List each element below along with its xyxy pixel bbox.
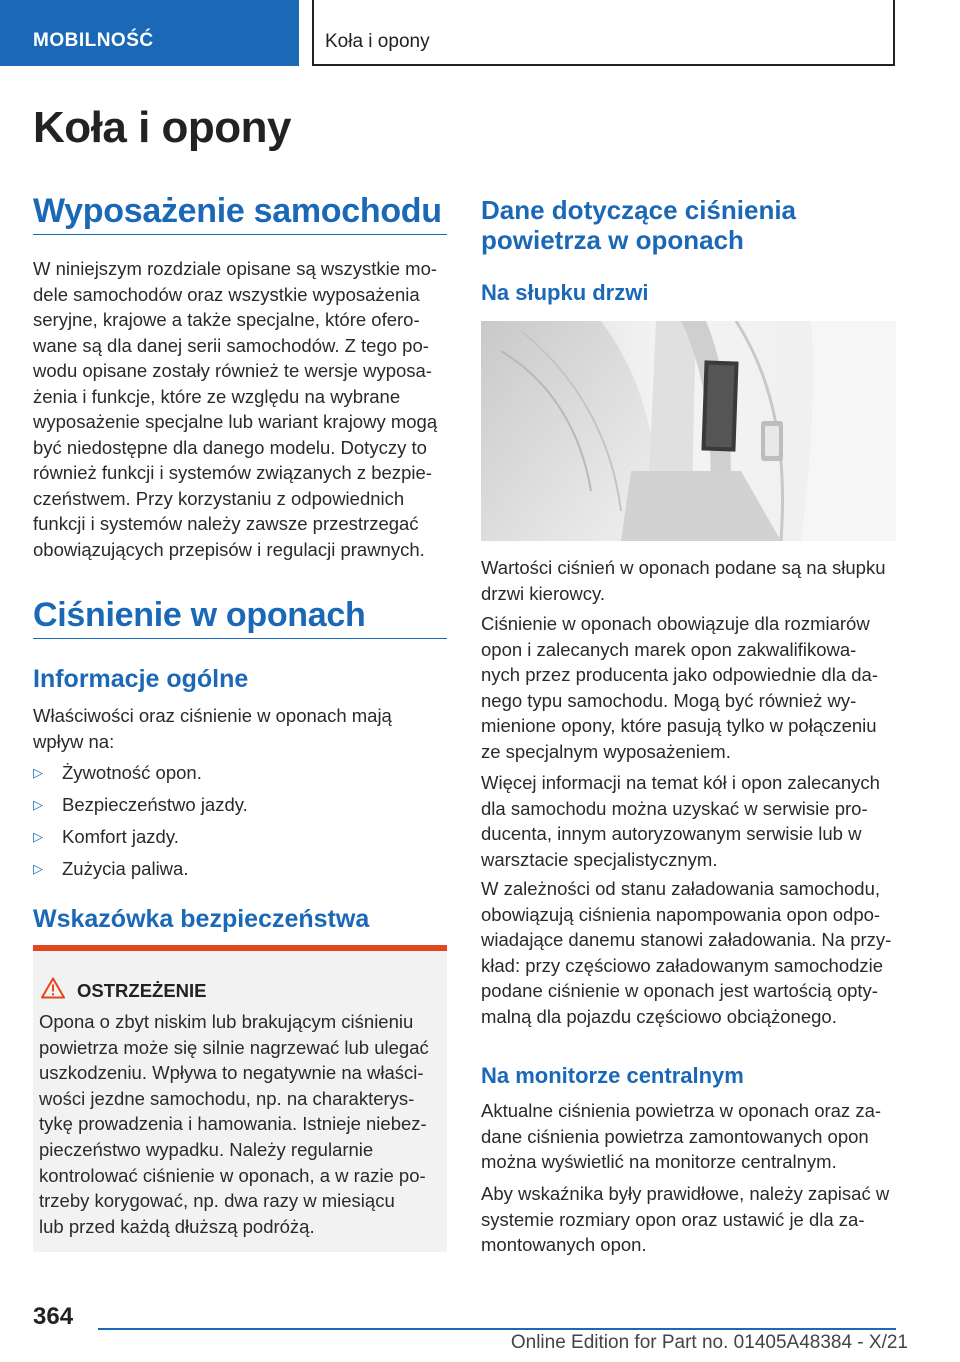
text-line: obowiązujących przepisów i regulacji prawnych. bbox=[33, 538, 425, 560]
list-item bbox=[33, 757, 248, 789]
text-line: obowiązują ciśnienia napompowania opon odpo‐ bbox=[481, 903, 881, 925]
heading-line: Dane dotyczące ciśnienia bbox=[481, 195, 797, 225]
text-line: żenia i funkcje, które ze względu na wybrane bbox=[33, 385, 401, 407]
warning-triangle-icon bbox=[41, 977, 65, 999]
heading-line: powietrza w oponach bbox=[481, 225, 744, 255]
list-item-text: Zużycia paliwa. bbox=[62, 858, 189, 879]
text-line: można wyświetlić na monitorze centralnym. bbox=[481, 1151, 837, 1172]
paragraph-equipment bbox=[33, 256, 453, 562]
text-line: W zależności od stanu załadowania samochodu, bbox=[481, 878, 881, 899]
heading-tire-pressure: Ciśnienie w oponach bbox=[33, 596, 366, 634]
text-line: systemie rozmiary opon oraz ustawić je dla za‐ bbox=[481, 1208, 865, 1230]
warning-title: OSTRZEŻENIE bbox=[77, 980, 207, 1001]
text-line: kład: przy częściowo załadowanym samochodzie bbox=[481, 954, 884, 976]
text-line: ze specjalnym wyposażeniem. bbox=[481, 740, 731, 762]
footer-rule bbox=[98, 1328, 896, 1330]
text-line: również funkcji i systemów związanych z bezpie‐ bbox=[33, 462, 432, 483]
header-divider-left bbox=[312, 0, 314, 66]
text-line: nego typu samochodu. Mogą być również wy‐ bbox=[481, 689, 857, 711]
heading-general-info: Informacje ogólne bbox=[33, 665, 249, 693]
text-line: funkcji i systemów należy zawsze przestrzegać bbox=[33, 513, 419, 534]
text-line: drzwi kierowcy. bbox=[481, 582, 606, 604]
header-divider-right bbox=[893, 0, 895, 66]
paragraph-monitor bbox=[481, 1098, 901, 1175]
paragraph-pillar-values bbox=[481, 555, 901, 606]
text-line: uszkodzeniu. Wpływa to negatywnie na właści‐ bbox=[39, 1062, 424, 1084]
door-pillar-photo bbox=[481, 321, 896, 541]
text-line: montowanych opon. bbox=[481, 1234, 647, 1255]
heading-pressure-data bbox=[481, 195, 901, 255]
heading-tire-pressure-rule bbox=[33, 638, 447, 639]
triangle-right-outline-icon: ▷ bbox=[33, 861, 43, 876]
warning-text bbox=[39, 1009, 444, 1239]
warning-box bbox=[33, 945, 447, 1252]
text-line: mienione opony, które pasują tylko w połączeniu bbox=[481, 715, 877, 736]
list-item bbox=[33, 853, 248, 885]
text-line: dele samochodów oraz wszystkie wyposażenia bbox=[33, 283, 420, 305]
door-pillar-illustration bbox=[481, 321, 896, 541]
text-line: pieczeństwo wypadku. Należy regularnie bbox=[39, 1138, 374, 1160]
text-line: trzeby korygować, np. dwa razy w miesiącu bbox=[39, 1190, 395, 1212]
paragraph-more-info bbox=[481, 770, 901, 872]
text-line: dla samochodu można uzyskać w serwisie pro‐ bbox=[481, 797, 868, 819]
text-line: powietrza może się silnie nagrzewać lub ulegać bbox=[39, 1036, 429, 1058]
page-number: 364 bbox=[33, 1303, 74, 1330]
text-line: tykę prowadzenia i hamowania. Istnieje niebez‐ bbox=[39, 1113, 427, 1135]
text-line: W niniejszym rozdziale opisane są wszystkie mo‐ bbox=[33, 258, 438, 279]
text-line: opon i zalecanych marek opon zakwalifikowa‐ bbox=[481, 638, 857, 660]
text-line: Więcej informacji na temat kół i opon zalecanych bbox=[481, 772, 880, 793]
heading-equipment-rule bbox=[33, 234, 447, 235]
text-line: kontrolować ciśnienie w oponach, a w razie po‐ bbox=[39, 1164, 426, 1186]
text-line: wpływ na: bbox=[33, 730, 115, 752]
header-section-label: MOBILNOŚĆ bbox=[33, 30, 154, 51]
text-line: podane ciśnienie w oponach jest wartością opty‐ bbox=[481, 980, 878, 1001]
footer-edition: Online Edition for Part no. 01405A48384 - X/21 bbox=[510, 1332, 908, 1353]
heading-door-pillar: Na słupku drzwi bbox=[481, 280, 649, 305]
text-line: Wartości ciśnień w oponach podane są na słupku bbox=[481, 557, 886, 578]
text-line: wodu opisane zostały również te wersje wyposa‐ bbox=[33, 360, 432, 381]
text-line: wiadające danemu stanowi załadowania. Na przy‐ bbox=[481, 929, 892, 950]
paragraph-load-state bbox=[481, 876, 901, 1029]
text-line: seryjne, krajowe a także specjalne, które ofero‐ bbox=[33, 309, 420, 330]
page-title: Koła i opony bbox=[33, 103, 291, 152]
text-line: dane ciśnienia powietrza zamontowanych opon bbox=[481, 1125, 869, 1147]
text-line: wyposażenie specjalne lub wariant krajowy mogą bbox=[33, 411, 438, 432]
list-item bbox=[33, 821, 248, 853]
list-item-text: Komfort jazdy. bbox=[62, 826, 179, 847]
text-line: Właściwości oraz ciśnienie w oponach mają bbox=[33, 705, 392, 726]
text-line: wane są dla danej serii samochodów. Z tego po‐ bbox=[33, 334, 429, 356]
paragraph-pressure-validity bbox=[481, 611, 901, 764]
text-line: Ciśnienie w oponach obowiązuje dla rozmiarów bbox=[481, 613, 870, 634]
paragraph-tire-sizes bbox=[481, 1181, 901, 1258]
text-line: nych przez producenta jako odpowiednie dla da‐ bbox=[481, 664, 878, 685]
header-chapter-label: Koła i opony bbox=[325, 31, 430, 52]
list-item bbox=[33, 789, 248, 821]
text-line: wości jezdne samochodu, np. na charakterys‐ bbox=[39, 1087, 415, 1109]
text-line: malną dla pojazdu częściowo obciążonego. bbox=[481, 1005, 837, 1027]
text-line: Opona o zbyt niskim lub brakującym ciśnieniu bbox=[39, 1011, 414, 1032]
heading-central-monitor: Na monitorze centralnym bbox=[481, 1063, 744, 1088]
text-line: Aby wskaźnika były prawidłowe, należy zapisać w bbox=[481, 1183, 890, 1204]
header-underline bbox=[312, 64, 895, 66]
triangle-right-outline-icon: ▷ bbox=[33, 797, 43, 812]
heading-safety-note: Wskazówka bezpieczeństwa bbox=[33, 905, 370, 933]
text-line: ducenta, innym autoryzowanym serwisie lub w bbox=[481, 823, 862, 844]
list-item-text: Bezpieczeństwo jazdy. bbox=[62, 794, 248, 815]
text-line: czeństwem. Przy korzystaniu z odpowiednich bbox=[33, 487, 405, 509]
heading-equipment: Wyposażenie samochodu bbox=[33, 192, 442, 230]
text-line: lub przed każdą dłuższą podróżą. bbox=[39, 1215, 315, 1237]
triangle-right-outline-icon: ▷ bbox=[33, 829, 43, 844]
text-line: warsztacie specjalistycznym. bbox=[481, 848, 718, 870]
text-line: Aktualne ciśnienia powietrza w oponach oraz za‐ bbox=[481, 1100, 882, 1121]
triangle-right-outline-icon: ▷ bbox=[33, 765, 43, 780]
bullet-list bbox=[33, 757, 248, 885]
paragraph-general bbox=[33, 703, 447, 754]
list-item-text: Żywotność opon. bbox=[62, 762, 202, 783]
text-line: być niedostępne dla danego modelu. Dotyczy to bbox=[33, 436, 427, 458]
